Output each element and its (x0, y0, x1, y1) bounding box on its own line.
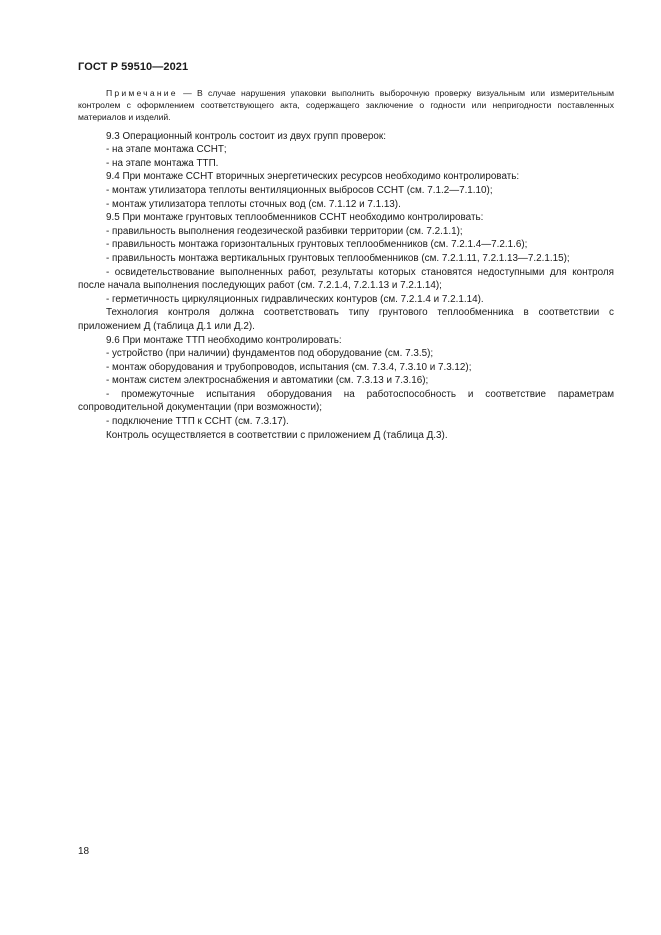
paragraph: - монтаж систем электроснабжения и автоматики (см. 7.3.13 и 7.3.16); (106, 375, 429, 387)
paragraph: Технология контроля должна соответствовать типу грунтового теплообменника в соответствии с приложением Д (таблица Д.1 или Д.2). (78, 307, 614, 332)
paragraph: 9.6 При монтаже ТТП необходимо контролировать: (106, 334, 342, 346)
paragraph: - промежуточные испытания оборудования на работоспособность и соответствие параметрам сопроводительной документации (при возможности); (78, 388, 614, 414)
paragraph: - монтаж утилизатора теплоты сточных вод (см. 7.1.12 и 7.1.13). (106, 198, 401, 210)
paragraph: 9.4 При монтаже ССНТ вторичных энергетических ресурсов необходимо контролировать: (106, 171, 520, 183)
paragraph: - правильность выполнения геодезической разбивки территории (см. 7.2.1.1); (106, 225, 463, 237)
paragraph: - герметичность циркуляционных гидравлических контуров (см. 7.2.1.4 и 7.2.1.14). (106, 293, 484, 305)
note-paragraph (78, 87, 614, 124)
paragraph: 9.5 При монтаже грунтовых теплообменников ССНТ необходимо контролировать: (106, 212, 484, 224)
paragraph: - устройство (при наличии) фундаментов под оборудование (см. 7.3.5); (106, 348, 434, 360)
page-number: 18 (78, 846, 90, 857)
paragraph: - монтаж оборудования и трубопроводов, испытания (см. 7.3.4, 7.3.10 и 7.3.12); (106, 361, 472, 373)
paragraph: - на этапе монтажа ТТП. (106, 157, 219, 169)
note-label: Примечание (106, 88, 178, 98)
paragraph: - правильность монтажа вертикальных грунтовых теплообменников (см. 7.2.1.11, 7.2.1.13—7.2.1.15); (106, 252, 570, 264)
note-text: — В случае нарушения упаковки выполнить выборочную проверку визуальным или измерительным контролем с оформлением соответствующего акта, содержащего заключение о годности или непригодности поставленных материалов и изделий. (78, 88, 614, 123)
document-header: ГОСТ Р 59510—2021 (78, 61, 189, 73)
paragraph: Контроль осуществляется в соответствии с приложением Д (таблица Д.3). (106, 429, 448, 441)
paragraph: - освидетельствование выполненных работ, результаты которых становятся недоступными для контроля после начала выполнения последующих работ (см. 7.2.1.4, 7.2.1.13 и 7.2.1.14); (78, 266, 614, 292)
paragraph: - подключение ТТП к ССНТ (см. 7.3.17). (106, 416, 289, 428)
paragraph: 9.3 Операционный контроль состоит из двух групп проверок: (106, 130, 386, 142)
paragraph: - монтаж утилизатора теплоты вентиляционных выбросов ССНТ (см. 7.1.2—7.1.10); (106, 184, 493, 196)
paragraph: - правильность монтажа горизонтальных грунтовых теплообменников (см. 7.2.1.4—7.2.1.6); (106, 239, 528, 251)
document-body (78, 87, 614, 442)
paragraph: - на этапе монтажа ССНТ; (106, 144, 227, 156)
